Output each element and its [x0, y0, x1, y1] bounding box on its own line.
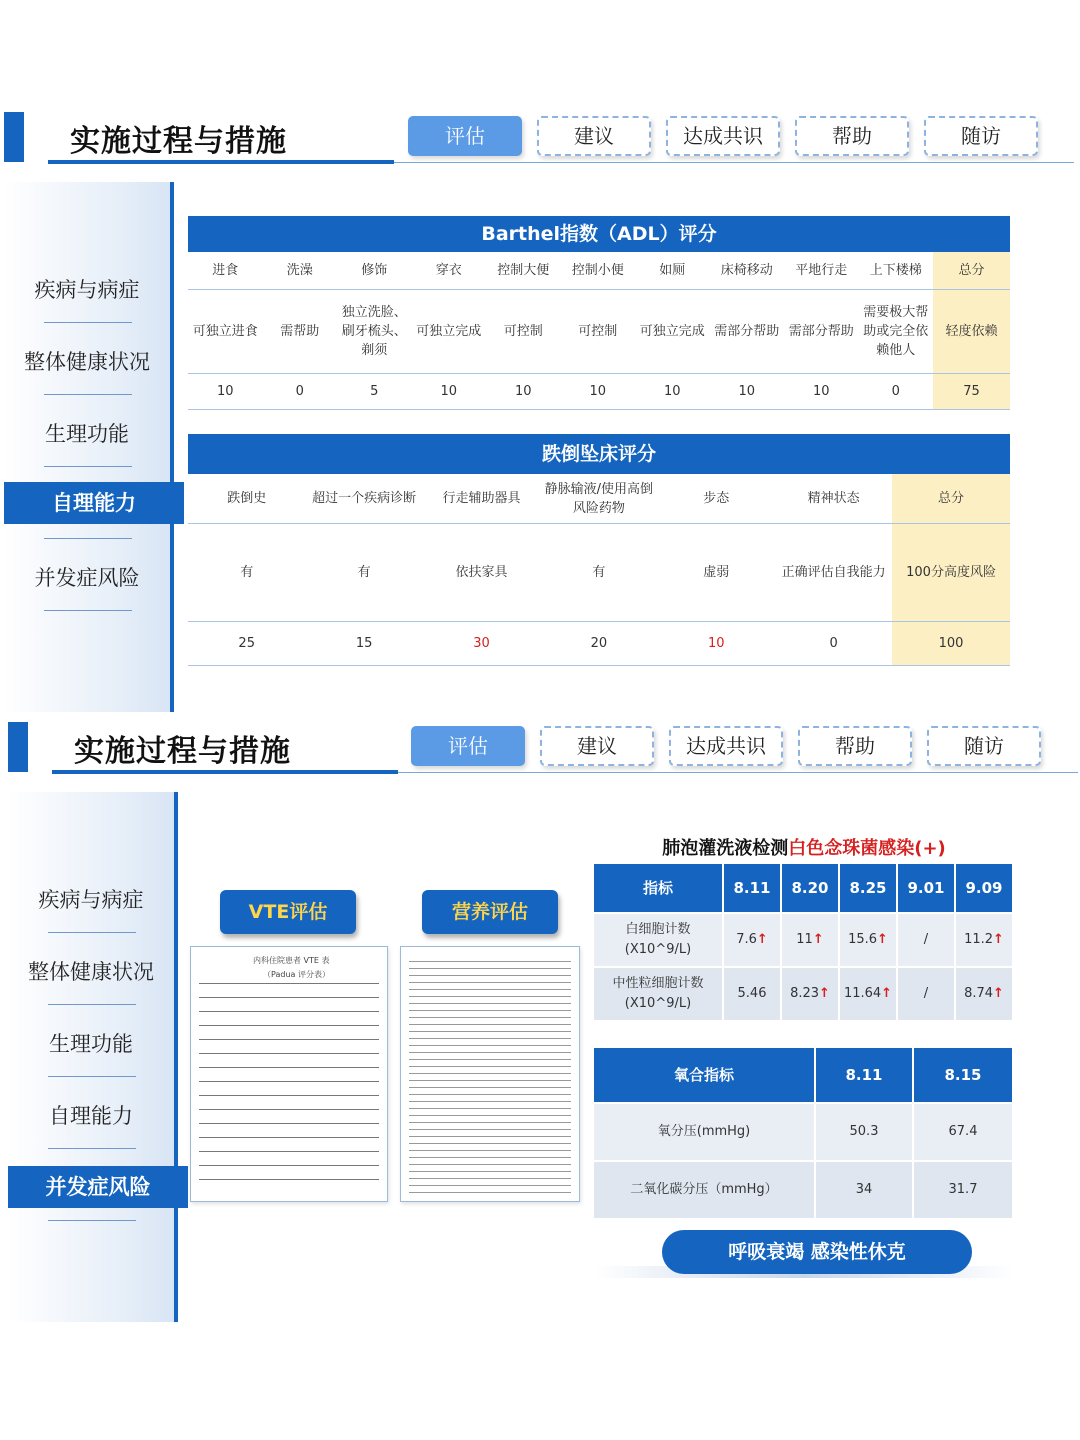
- form-rule-line: [199, 1165, 379, 1166]
- sidebar-item-selfcare[interactable]: 自理能力: [49, 1104, 133, 1128]
- fall-header-cell: 跌倒史: [188, 474, 305, 524]
- oxygen-header-cell: 氧合指标: [594, 1048, 816, 1104]
- form-rule-line: [199, 1011, 379, 1012]
- barthel-header-cell: 修饰: [337, 252, 412, 290]
- header-accent-bar: [4, 112, 24, 162]
- balf-value: 7.6: [736, 932, 757, 947]
- form-rule-line: [199, 1123, 379, 1124]
- form-rule-line: [199, 1081, 379, 1082]
- fall-finding-cell: 虚弱: [658, 524, 775, 622]
- sidebar-item-health[interactable]: 整体健康状况: [24, 350, 150, 374]
- balf-header-cell: 9.09: [956, 864, 1014, 914]
- oxygen-row-label: 二氧化碳分压（mmHg）: [594, 1162, 816, 1220]
- tab-advice[interactable]: 建议: [540, 726, 654, 766]
- balf-value: /: [923, 932, 929, 947]
- barthel-table: [188, 252, 1010, 410]
- balf-value: 11.2: [964, 932, 994, 947]
- fall-finding-cell: 100分高度风险: [892, 524, 1009, 622]
- balf-value: 8.23: [790, 986, 820, 1001]
- form-rule-line: [409, 1066, 571, 1067]
- fall-score-cell: 25: [188, 622, 305, 666]
- sidebar-divider: [44, 610, 132, 611]
- balf-row-label: 白细胞计数(X10^9/L): [594, 914, 724, 968]
- barthel-level-cell: 可独立完成: [635, 290, 710, 374]
- form-rule-line: [199, 1053, 379, 1054]
- form-rule-line: [409, 1038, 571, 1039]
- barthel-score-cell: 10: [561, 374, 636, 410]
- barthel-level-cell: 需部分帮助: [710, 290, 785, 374]
- section-header-2: [0, 722, 1080, 782]
- form-rule-line: [409, 1087, 571, 1088]
- up-arrow-icon: ↑: [877, 932, 888, 947]
- fall-score-cell: 0: [775, 622, 892, 666]
- sidebar-divider: [44, 322, 132, 323]
- form-rule-line: [199, 997, 379, 998]
- form-rule-line: [409, 982, 571, 983]
- barthel-title: Barthel指数（ADL）评分: [188, 216, 1010, 252]
- tab-advice[interactable]: 建议: [537, 116, 651, 156]
- fall-score-cell: 10: [658, 622, 775, 666]
- form-rule-line: [409, 1192, 571, 1193]
- form-rule-line: [409, 975, 571, 976]
- barthel-score-cell: 0: [263, 374, 338, 410]
- form-rule-line: [409, 1171, 571, 1172]
- barthel-level-cell: 需帮助: [263, 290, 338, 374]
- form-rule-line: [409, 1115, 571, 1116]
- balf-title-prefix: 肺泡灌洗液检测: [662, 838, 789, 859]
- title-underline: [48, 160, 394, 164]
- barthel-level-cell: 可独立完成: [412, 290, 487, 374]
- form-rule-line: [409, 1073, 571, 1074]
- balf-header-cell: 8.11: [724, 864, 782, 914]
- form-rule-line: [409, 1017, 571, 1018]
- sidebar-divider: [48, 1220, 136, 1221]
- oxygen-header-cell: 8.11: [816, 1048, 914, 1104]
- diagnosis-banner: 呼吸衰竭 感染性休克: [662, 1230, 972, 1274]
- balf-value-cell: [724, 914, 782, 968]
- sidebar-divider: [44, 538, 132, 539]
- tab-followup[interactable]: 随访: [924, 116, 1038, 156]
- barthel-header-cell: 床椅移动: [710, 252, 785, 290]
- nutrition-button[interactable]: [422, 890, 558, 934]
- fall-table: [188, 474, 1010, 666]
- fall-finding-cell: 依扶家具: [423, 524, 540, 622]
- tab-followup[interactable]: 随访: [927, 726, 1041, 766]
- fall-finding-cell: 有: [540, 524, 657, 622]
- fall-finding-cell: 有: [305, 524, 422, 622]
- form-rule-line: [199, 1039, 379, 1040]
- vte-button-label: VTE评估: [248, 901, 328, 923]
- balf-value: 15.6: [848, 932, 878, 947]
- barthel-score-cell: 10: [710, 374, 785, 410]
- barthel-level-cell: 需要极大帮助或完全依赖他人: [859, 290, 934, 374]
- balf-header-cell: 8.20: [782, 864, 840, 914]
- balf-header-cell: 9.01: [898, 864, 956, 914]
- up-arrow-icon: ↑: [881, 986, 893, 1001]
- oxygen-table: [594, 1048, 1014, 1220]
- form-rule-line: [199, 1109, 379, 1110]
- balf-value-cell: [782, 968, 840, 1022]
- balf-value: 11: [796, 932, 813, 947]
- form-rule-line: [199, 983, 379, 984]
- oxygen-row-label: 氧分压(mmHg): [594, 1104, 816, 1162]
- page-title: 实施过程与措施: [70, 124, 287, 159]
- header-rule: [394, 162, 1074, 163]
- form-rule-line: [409, 1178, 571, 1179]
- fall-score-cell: 15: [305, 622, 422, 666]
- up-arrow-icon: ↑: [812, 932, 824, 947]
- header-rule: [398, 772, 1078, 773]
- barthel-level-cell: 需部分帮助: [784, 290, 859, 374]
- form-rule-line: [409, 1136, 571, 1137]
- barthel-header-cell: 控制大便: [486, 252, 561, 290]
- sidebar-item-disease[interactable]: 疾病与病症: [38, 888, 144, 912]
- sidebar-1: [4, 182, 170, 712]
- barthel-score-cell: 10: [188, 374, 263, 410]
- barthel-score-cell: 0: [859, 374, 934, 410]
- sidebar-item-selfcare[interactable]: 自理能力: [4, 482, 184, 524]
- form-rule-line: [409, 1024, 571, 1025]
- oxygen-header-cell: 8.15: [914, 1048, 1014, 1104]
- balf-value-cell: [840, 968, 898, 1022]
- barthel-header-cell: 总分: [933, 252, 1010, 290]
- barthel-header-cell: 如厕: [635, 252, 710, 290]
- sidebar-divider: [48, 1148, 136, 1149]
- sidebar-2: [8, 792, 174, 1322]
- fall-title: 跌倒坠床评分: [188, 434, 1010, 474]
- form-rule-line: [409, 1108, 571, 1109]
- vte-form-title: 内科住院患者 VTE 表: [253, 956, 330, 965]
- barthel-score-cell: 10: [412, 374, 487, 410]
- form-rule-line: [409, 1052, 571, 1053]
- balf-value-cell: [840, 914, 898, 968]
- form-rule-line: [199, 1025, 379, 1026]
- balf-title: [594, 834, 1014, 860]
- form-rule-line: [199, 1067, 379, 1068]
- oxygen-value-cell: 50.3: [816, 1104, 914, 1162]
- oxygen-value-cell: 34: [816, 1162, 914, 1220]
- nutrition-form-image: [400, 946, 580, 1202]
- barthel-header-cell: 上下楼梯: [859, 252, 934, 290]
- vte-button[interactable]: [220, 890, 356, 934]
- vte-form-subtitle: （Padua 评分表）: [263, 970, 330, 979]
- form-rule-line: [409, 968, 571, 969]
- barthel-header-cell: 穿衣: [412, 252, 487, 290]
- balf-value-cell: [956, 914, 1014, 968]
- balf-value-cell: [782, 914, 840, 968]
- barthel-header-cell: 平地行走: [784, 252, 859, 290]
- header-accent-bar: [8, 722, 28, 772]
- form-rule-line: [409, 1080, 571, 1081]
- tab-help[interactable]: 帮助: [795, 116, 909, 156]
- form-rule-line: [409, 1129, 571, 1130]
- title-underline: [52, 770, 398, 774]
- form-rule-line: [199, 1179, 379, 1180]
- tab-consensus[interactable]: 达成共识: [666, 116, 780, 156]
- tab-help[interactable]: 帮助: [798, 726, 912, 766]
- fall-header-cell: 步态: [658, 474, 775, 524]
- sidebar-item-complication[interactable]: 并发症风险: [8, 1166, 188, 1208]
- form-rule-line: [409, 1164, 571, 1165]
- form-rule-line: [409, 1150, 571, 1151]
- fall-score-cell: 30: [423, 622, 540, 666]
- form-rule-line: [409, 989, 571, 990]
- form-rule-line: [409, 996, 571, 997]
- barthel-score-cell: 75: [933, 374, 1010, 410]
- form-rule-line: [409, 1101, 571, 1102]
- barthel-score-cell: 10: [486, 374, 561, 410]
- nutrition-button-label: 营养评估: [451, 901, 528, 923]
- fall-finding-cell: 正确评估自我能力: [775, 524, 892, 622]
- barthel-header-cell: 洗澡: [263, 252, 338, 290]
- sidebar-item-complication[interactable]: 并发症风险: [34, 566, 140, 590]
- form-rule-line: [199, 1151, 379, 1152]
- tab-assessment[interactable]: 评估: [408, 116, 522, 156]
- barthel-score-cell: 10: [784, 374, 859, 410]
- fall-score-cell: 100: [892, 622, 1009, 666]
- balf-value-cell: [898, 968, 956, 1022]
- fall-finding-cell: 有: [188, 524, 305, 622]
- tab-assessment[interactable]: 评估: [411, 726, 525, 766]
- page-title: 实施过程与措施: [74, 734, 291, 769]
- sidebar-item-physiology[interactable]: 生理功能: [49, 1032, 133, 1056]
- sidebar-edge: [174, 792, 178, 1322]
- form-rule-line: [409, 1003, 571, 1004]
- balf-header-cell: 指标: [594, 864, 724, 914]
- sidebar-divider: [44, 394, 132, 395]
- up-arrow-icon: ↑: [756, 932, 768, 947]
- sidebar-divider: [48, 1076, 136, 1077]
- balf-table: [594, 864, 1014, 1022]
- sidebar-divider: [48, 1004, 136, 1005]
- form-rule-line: [409, 1143, 571, 1144]
- tab-consensus[interactable]: 达成共识: [669, 726, 783, 766]
- form-rule-line: [409, 961, 571, 962]
- balf-header-cell: 8.25: [840, 864, 898, 914]
- balf-value: 5.46: [737, 986, 767, 1001]
- balf-value: 11.64: [843, 986, 882, 1001]
- barthel-level-cell: 可控制: [561, 290, 636, 374]
- fall-header-cell: 行走辅助器具: [423, 474, 540, 524]
- barthel-level-cell: 轻度依赖: [933, 290, 1010, 374]
- fall-score-cell: 20: [540, 622, 657, 666]
- vte-form-image: [190, 946, 388, 1202]
- balf-value-cell: [898, 914, 956, 968]
- sidebar-item-disease[interactable]: 疾病与病症: [34, 278, 140, 302]
- sidebar-divider: [44, 466, 132, 467]
- barthel-score-cell: 5: [337, 374, 412, 410]
- fall-header-cell: 超过一个疾病诊断: [305, 474, 422, 524]
- form-rule-line: [409, 1185, 571, 1186]
- oxygen-value-cell: 67.4: [914, 1104, 1014, 1162]
- up-arrow-icon: ↑: [993, 932, 1004, 947]
- up-arrow-icon: ↑: [819, 986, 830, 1001]
- balf-row-label: 中性粒细胞计数(X10^9/L): [594, 968, 724, 1022]
- balf-value-cell: [724, 968, 782, 1022]
- form-rule-line: [409, 1094, 571, 1095]
- section-header-1: [0, 112, 1080, 172]
- balf-value: 8.74: [964, 986, 994, 1001]
- barthel-header-cell: 进食: [188, 252, 263, 290]
- sidebar-item-health[interactable]: 整体健康状况: [28, 960, 154, 984]
- fall-header-cell: 静脉输液/使用高倒风险药物: [540, 474, 657, 524]
- balf-value-cell: [956, 968, 1014, 1022]
- sidebar-divider: [48, 932, 136, 933]
- form-rule-line: [409, 1031, 571, 1032]
- fall-header-cell: 总分: [892, 474, 1009, 524]
- oxygen-value-cell: 31.7: [914, 1162, 1014, 1220]
- barthel-header-cell: 控制小便: [561, 252, 636, 290]
- balf-value: /: [923, 986, 929, 1001]
- form-rule-line: [409, 1122, 571, 1123]
- barthel-level-cell: 独立洗脸、刷牙梳头、剃须: [337, 290, 412, 374]
- up-arrow-icon: ↑: [993, 986, 1004, 1001]
- fall-header-cell: 精神状态: [775, 474, 892, 524]
- form-rule-line: [409, 1059, 571, 1060]
- form-rule-line: [409, 1157, 571, 1158]
- barthel-score-cell: 10: [635, 374, 710, 410]
- form-rule-line: [409, 1010, 571, 1011]
- balf-title-highlight: 白色念珠菌感染(+): [788, 838, 946, 859]
- sidebar-edge: [170, 182, 174, 712]
- barthel-level-cell: 可控制: [486, 290, 561, 374]
- sidebar-item-physiology[interactable]: 生理功能: [45, 422, 129, 446]
- form-rule-line: [199, 1137, 379, 1138]
- form-rule-line: [199, 1095, 379, 1096]
- barthel-level-cell: 可独立进食: [188, 290, 263, 374]
- form-rule-line: [409, 1045, 571, 1046]
